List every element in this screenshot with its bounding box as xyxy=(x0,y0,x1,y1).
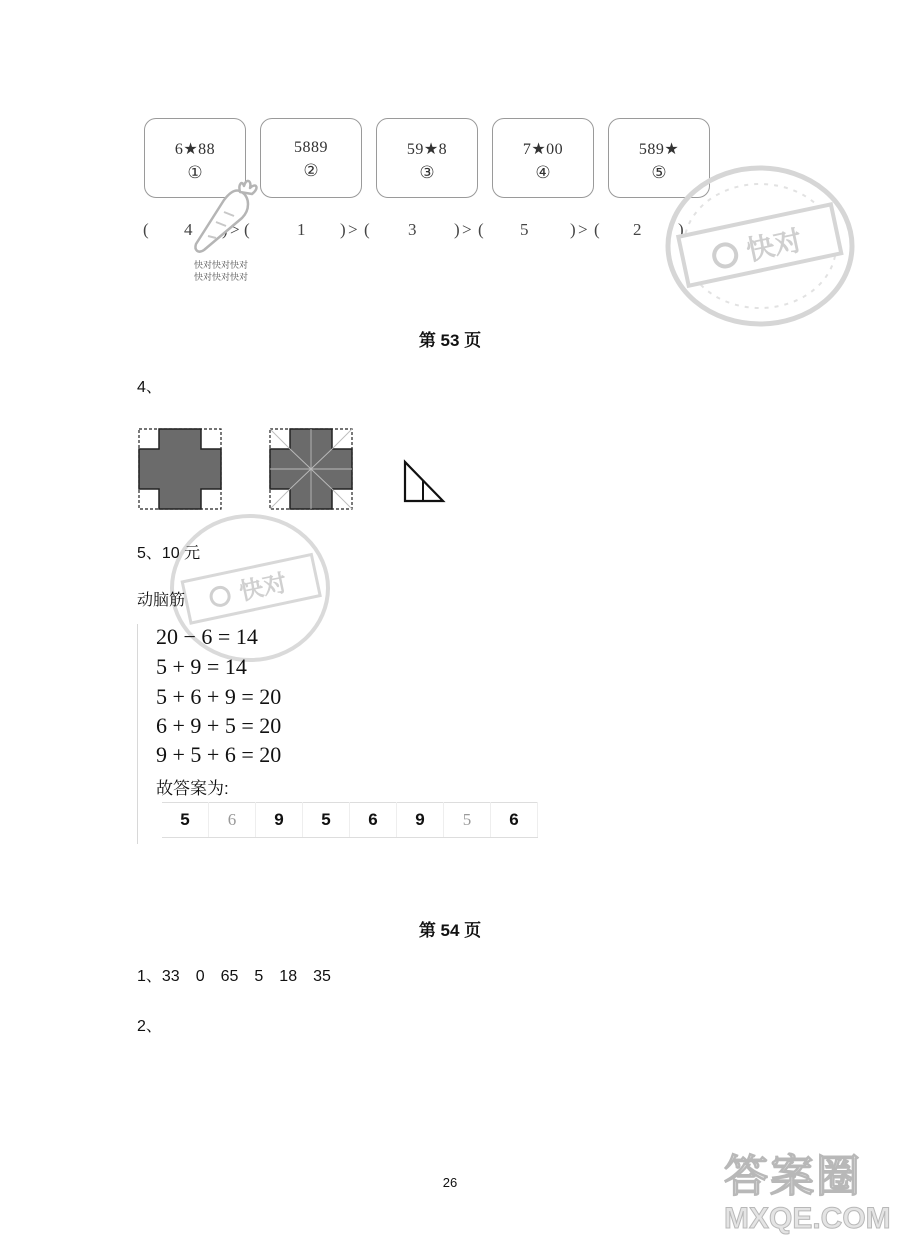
answer-digit: 5 xyxy=(444,803,491,838)
card-index: ② xyxy=(303,161,319,180)
right-triangle-figure xyxy=(400,458,448,506)
card-number: 59★8 xyxy=(406,141,448,158)
question-4-label: 4、 xyxy=(137,379,162,396)
stamp-text: 快对 xyxy=(236,569,290,606)
answer-digit: 5 xyxy=(303,803,350,838)
order-value-2: 1 xyxy=(297,220,306,239)
watermark-line: MXQE.COM xyxy=(724,1202,891,1235)
paren-open: ( xyxy=(244,220,250,239)
page-53-heading: 第 53 页 xyxy=(418,331,482,350)
cross-shape-figure xyxy=(136,426,226,512)
answer-digit: 6 xyxy=(491,803,538,838)
caption-line: 快对快对快对 xyxy=(194,260,249,270)
paren-open: ( xyxy=(594,220,600,239)
answer-digit: 6 xyxy=(350,803,397,838)
paren-close: ) xyxy=(340,220,346,239)
order-value-5: 2 xyxy=(633,220,642,239)
equation: 9 + 5 + 6 = 20 xyxy=(156,742,282,767)
answer-digit: 6 xyxy=(209,803,256,838)
order-value-4: 5 xyxy=(520,220,529,239)
answer-digit-table xyxy=(162,802,538,838)
number-card-3 xyxy=(376,118,478,198)
answer-digit: 5 xyxy=(162,803,209,838)
carrot-watermark-icon xyxy=(186,176,266,256)
answer-label: 故答案为: xyxy=(156,779,229,798)
folded-cross-figure xyxy=(267,426,357,512)
corner-watermark-logo xyxy=(724,1152,896,1242)
question-2-label: 2、 xyxy=(137,1018,162,1035)
number-card-2 xyxy=(260,118,362,198)
card-number: 5889 xyxy=(294,139,328,156)
answer-digit: 9 xyxy=(256,803,303,838)
stamp-watermark-icon xyxy=(660,160,860,332)
answer-digit: 9 xyxy=(397,803,444,838)
equation: 5 + 9 = 14 xyxy=(156,654,247,679)
gt-sign: > xyxy=(578,220,588,239)
equation: 20 − 6 = 14 xyxy=(156,624,258,649)
question-5-answer: 5、10 元 xyxy=(137,545,201,562)
page-54-heading: 第 54 页 xyxy=(418,921,482,940)
carrot-caption xyxy=(194,259,248,283)
paren-close: ) xyxy=(570,220,576,239)
paren-open: ( xyxy=(364,220,370,239)
question-1-answer: 1、33 0 65 5 18 35 xyxy=(137,968,331,985)
page-number: 26 xyxy=(442,1175,458,1190)
caption-line: 快对快对快对 xyxy=(194,272,249,282)
paren-open: ( xyxy=(478,220,484,239)
card-index: ③ xyxy=(419,163,435,182)
gt-sign: > xyxy=(230,220,240,239)
card-index: ④ xyxy=(535,163,551,182)
paren-close: ) xyxy=(454,220,460,239)
paren-open: ( xyxy=(143,220,149,239)
order-value-3: 3 xyxy=(408,220,417,239)
brain-teaser-solution xyxy=(137,624,548,844)
card-number: 589★ xyxy=(638,141,680,158)
gt-sign: > xyxy=(348,220,358,239)
gt-sign: > xyxy=(462,220,472,239)
card-index: ① xyxy=(187,163,203,182)
order-value-1: 4 xyxy=(184,220,193,239)
watermark-line: 答案圈 xyxy=(724,1152,862,1201)
card-number: 7★00 xyxy=(522,141,564,158)
stamp-text: 快对 xyxy=(743,224,805,267)
card-index: ⑤ xyxy=(651,163,667,182)
brain-teaser-label: 动脑筋 xyxy=(137,592,186,609)
equation: 6 + 9 + 5 = 20 xyxy=(156,713,282,738)
card-number: 6★88 xyxy=(174,141,216,158)
number-card-4 xyxy=(492,118,594,198)
paren-close: ) xyxy=(678,220,684,239)
equation: 5 + 6 + 9 = 20 xyxy=(156,684,282,709)
